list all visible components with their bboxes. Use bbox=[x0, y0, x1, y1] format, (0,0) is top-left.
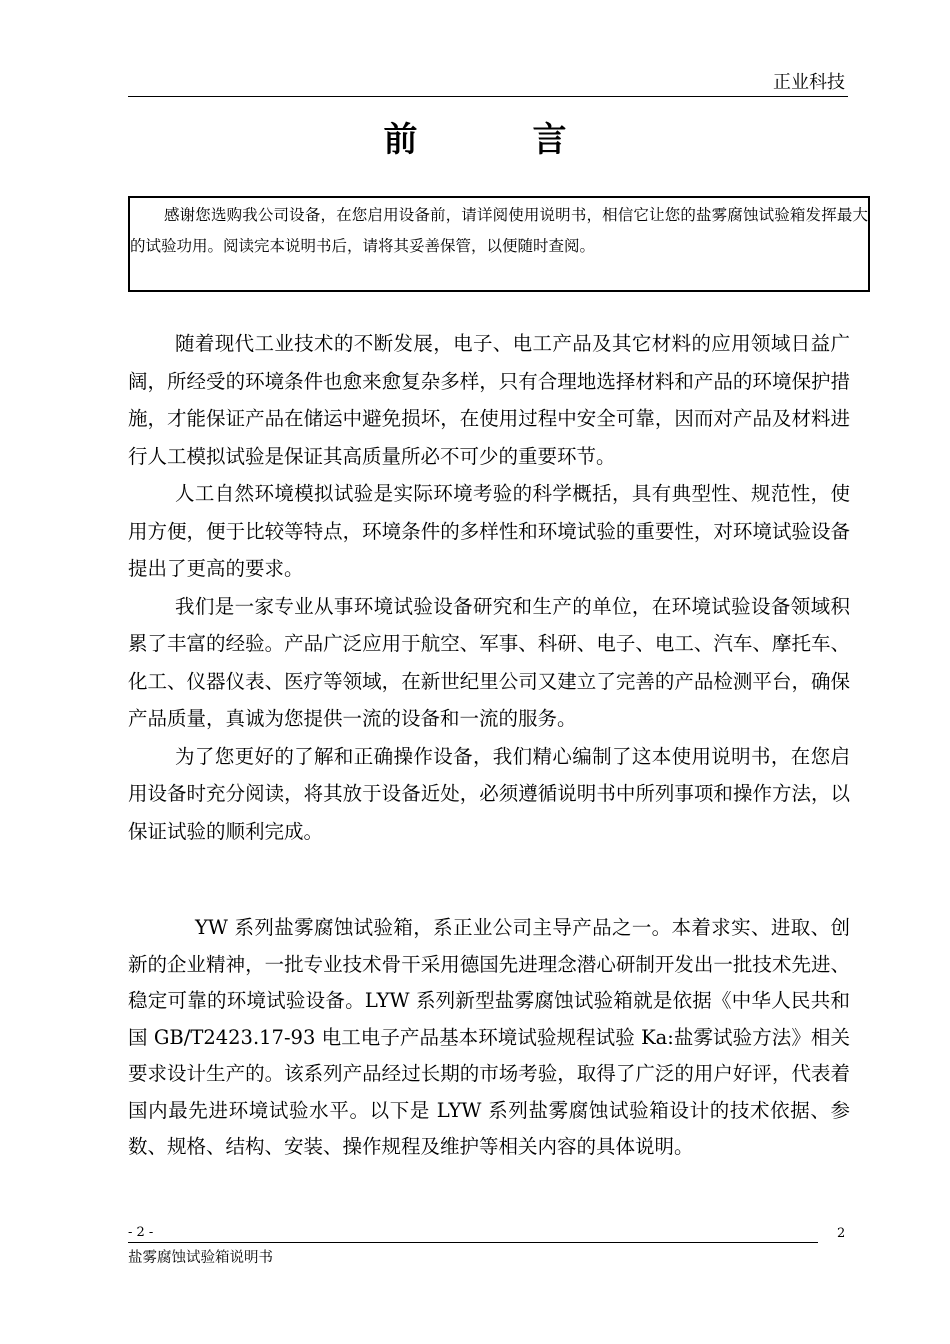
preface-body bbox=[128, 325, 850, 850]
page-title: 前言 bbox=[383, 120, 682, 160]
notice-text: 感谢您选购我公司设备，在您启用设备前，请详阅使用说明书，相信它让您的盐雾腐蚀试验箱发挥最大的试验功用。阅读完本说明书后，请将其妥善保管，以便随时查阅。 bbox=[130, 206, 868, 255]
header-rule bbox=[128, 96, 848, 97]
product-intro bbox=[128, 910, 850, 1166]
body-paragraph: 为了您更好的了解和正确操作设备，我们精心编制了这本使用说明书，在您启用设备时充分阅读，将其放于设备近处，必须遵循说明书中所列事项和操作方法，以保证试验的顺利完成。 bbox=[128, 744, 850, 843]
intro-paragraph: YW 系列盐雾腐蚀试验箱，系正业公司主导产品之一。本着求实、进取、创新的企业精神，一批专业技术骨干采用德国先进理念潜心研制开发出一批技术先进、稳定可靠的环境试验设备。LYW 系列新型盐雾腐蚀试验箱就是依据《中华人民共和国 GB/T2423.17-93 电工电子产品基本环境试验规程试验 Ka:盐雾试验方法》相关要求设计生产的。该系列产品经过长期的市场考验，取得了广泛的用户好评，代表着国内最先进环境试验水平。以下是 LYW 系列盐雾腐蚀试验箱设计的技术依据、参数、规格、结构、安装、操作规程及维护等相关内容的具体说明。 bbox=[128, 916, 850, 1158]
body-paragraph: 我们是一家专业从事环境试验设备研究和生产的单位，在环境试验设备领域积累了丰富的经验。产品广泛应用于航空、军事、科研、电子、电工、汽车、摩托车、化工、仪器仪表、医疗等领域，在新世纪里公司又建立了完善的产品检测平台，确保产品质量，真诚为您提供一流的设备和一流的服务。 bbox=[128, 594, 850, 730]
body-paragraph: 随着现代工业技术的不断发展，电子、电工产品及其它材料的应用领域日益广阔，所经受的环境条件也愈来愈复杂多样，只有合理地选择材料和产品的环境保护措施，才能保证产品在储运中避免损坏，在使用过程中安全可靠，因而对产品及材料进行人工模拟试验是保证其高质量所必不可少的重要环节。 bbox=[128, 332, 850, 468]
notice-box bbox=[128, 196, 870, 292]
footer-document-title: 盐雾腐蚀试验箱说明书 bbox=[128, 1250, 273, 1266]
body-paragraph: 人工自然环境模拟试验是实际环境考验的科学概括，具有典型性、规范性，使用方便，便于比较等特点，环境条件的多样性和环境试验的重要性，对环境试验设备提出了更高的要求。 bbox=[128, 482, 850, 580]
footer-rule bbox=[128, 1242, 818, 1243]
header-company-name: 正业科技 bbox=[773, 72, 845, 93]
footer-page-label: - 2 - bbox=[128, 1225, 154, 1240]
footer-page-number: 2 bbox=[837, 1226, 846, 1241]
